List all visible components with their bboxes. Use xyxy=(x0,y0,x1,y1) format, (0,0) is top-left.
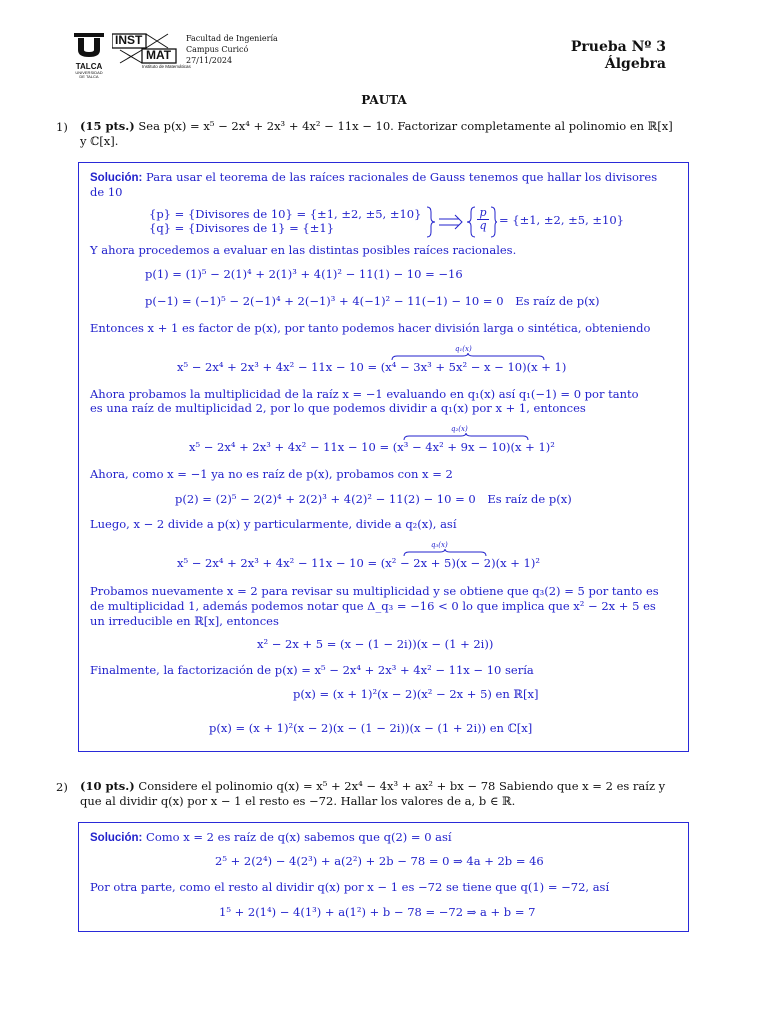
test-title: Prueba Nº 3 xyxy=(570,39,666,55)
logo-uni-sub2: DE TALCA xyxy=(79,74,99,79)
q2-statement xyxy=(80,779,692,809)
final-complex: p(x) = (x + 1)²(x − 2)(x − (1 − 2i))(x − (1 + 2i)) en ℂ[x] xyxy=(209,721,533,735)
q1-solution-box xyxy=(78,162,689,752)
final-check-a: Probamos nuevamente x = 2 para revisar su multiplicidad y se obtiene que q₃(2) = 5 por tanto es xyxy=(90,584,659,598)
fact3-q: (x² − 2x + 5) xyxy=(380,556,456,570)
divisors-result: = {±1, ±2, ±5, ±10} xyxy=(499,213,624,227)
final-real: p(x) = (x + 1)²(x − 2)(x² − 2x + 5) en ℝ[x] xyxy=(293,687,539,701)
factor-intro: Entonces x + 1 es factor de p(x), por tanto podemos hacer división larga o sintética, obteniendo xyxy=(90,321,651,335)
q2-points: (10 pts.) xyxy=(80,779,135,793)
fact1-q: (x⁴ − 3x³ + 5x² − x − 10) xyxy=(380,360,527,374)
q2-sol-a: Como x = 2 es raíz de q(x) sabemos que q(2) = 0 así xyxy=(146,830,452,844)
q1-text-b: y ℂ[x]. xyxy=(80,134,119,148)
subject: Álgebra xyxy=(604,56,666,72)
q2-text-b: que al dividir q(x) por x − 1 el resto es −72. Hallar los valores de a, b ∈ ℝ. xyxy=(80,794,516,808)
mat-text: MAT xyxy=(146,48,172,62)
complex-factorization: x² − 2x + 5 = (x − (1 − 2i))(x − (1 + 2i)) xyxy=(257,637,494,651)
q1-statement xyxy=(80,119,692,149)
q2-solution-box xyxy=(78,822,689,932)
fact2-lhs: x⁵ − 2x⁴ + 2x³ + 4x² − 11x − 10 = xyxy=(189,440,390,454)
q1-sol-label: Solución: xyxy=(90,172,143,184)
q1-label: q₁(x) xyxy=(455,345,472,353)
q1-sol-intro-a: Para usar el teorema de las raíces racionales de Gauss tenemos que hallar los divisores xyxy=(146,170,658,184)
page-title: PAUTA xyxy=(361,93,407,107)
utalca-u-icon xyxy=(68,33,110,59)
faculty: Facultad de Ingeniería xyxy=(186,34,278,43)
q1-points: (15 pts.) xyxy=(80,119,135,133)
utalca-logo xyxy=(68,33,110,79)
mult-text-a: Ahora probamos la multiplicidad de la raíz x = −1 evaluando en q₁(x) así q₁(−1) = 0 por tanto xyxy=(90,387,639,401)
fact2-q: (x³ − 4x² + 9x − 10) xyxy=(392,440,511,454)
try2-text: Ahora, como x = −1 ya no es raíz de p(x), probamos con x = 2 xyxy=(90,467,453,481)
final-check-b: de multiplicidad 1, además podemos notar que Δ_q₃ = −16 < 0 lo que implica que x² − 2x + 5 es xyxy=(90,599,656,613)
campus: Campus Curicó xyxy=(186,45,249,54)
fact3-rest: (x − 2)(x + 1)² xyxy=(455,556,540,570)
logo-uni-sub1: UNIVERSIDAD xyxy=(75,70,103,75)
instmat-logo xyxy=(112,33,191,73)
logo-uni-name: TALCA xyxy=(75,62,103,71)
q2-eq-b: 1⁵ + 2(1⁴) − 4(1³) + a(1²) + b − 78 = −72 ⇒ a + b = 7 xyxy=(219,905,536,919)
eval-pm1-note: Es raíz de p(x) xyxy=(515,294,600,308)
fact1 xyxy=(177,360,566,374)
fact1-rest: (x + 1) xyxy=(526,360,567,374)
frac-pq-icon: p q xyxy=(477,207,489,232)
test-heading xyxy=(571,39,666,73)
fact3 xyxy=(177,556,540,570)
fact2-rest: (x + 1)² xyxy=(510,440,555,454)
q2-sol-label: Solución: xyxy=(90,832,143,844)
q2-label: q₂(x) xyxy=(451,425,468,433)
close-brace-icon xyxy=(489,206,497,238)
final-intro: Finalmente, la factorización de p(x) = x⁵ − 2x⁴ + 2x³ + 4x² − 11x − 10 sería xyxy=(90,663,534,677)
eval-pm1 xyxy=(145,294,600,308)
eval-pm1-eq: p(−1) = (−1)⁵ − 2(−1)⁴ + 2(−1)³ + 4(−1)² − 11(−1) − 10 = 0 xyxy=(145,294,504,308)
inst-text: INST xyxy=(115,33,143,47)
header-info xyxy=(186,33,278,66)
eval-intro: Y ahora procedemos a evaluar en las distintas posibles raíces racionales. xyxy=(90,243,517,257)
div2-text: Luego, x − 2 divide a p(x) y particularmente, divide a q₂(x), así xyxy=(90,517,457,531)
q3-label: q₃(x) xyxy=(431,541,448,549)
q2-text-a: Considere el polinomio q(x) = x⁵ + 2x⁴ − 4x³ + ax² + bx − 78 Sabiendo que x = 2 es raíz y xyxy=(138,779,666,793)
date: 27/11/2024 xyxy=(186,56,233,65)
q2-number: 2) xyxy=(56,780,68,794)
mult-text-b: es una raíz de multiplicidad 2, por lo que podemos dividir a q₁(x) por x + 1, entonces xyxy=(90,401,586,415)
final-check-c: un irreducible en ℝ[x], entonces xyxy=(90,614,279,628)
fact3-lhs: x⁵ − 2x⁴ + 2x³ + 4x² − 11x − 10 = xyxy=(177,556,378,570)
q1-text-a: Sea p(x) = x⁵ − 2x⁴ + 2x³ + 4x² − 11x − 10. Factorizar completamente al polinomio en ℝ[x] xyxy=(138,119,673,133)
eval-p1: p(1) = (1)⁵ − 2(1)⁴ + 2(1)³ + 4(1)² − 11(1) − 10 = −16 xyxy=(145,267,463,281)
q2-sol-b: Por otra parte, como el resto al dividir q(x) por x − 1 es −72 se tiene que q(1) = −72, así xyxy=(90,880,610,894)
eval-p2 xyxy=(175,492,572,506)
q2-eq-a: 2⁵ + 2(2⁴) − 4(2³) + a(2²) + 2b − 78 = 0 ⇒ 4a + 2b = 46 xyxy=(215,854,544,868)
inst-subtitle: Instituto de Matemáticas xyxy=(142,64,191,69)
q1-sol-intro-b: de 10 xyxy=(90,185,123,199)
eval-p2-eq: p(2) = (2)⁵ − 2(2)⁴ + 2(2)³ + 4(2)² − 11(2) − 10 = 0 xyxy=(175,492,476,506)
divisors-p: {p} = {Divisores de 10} = {±1, ±2, ±5, ±10} xyxy=(149,207,422,221)
divisors-q: {q} = {Divisores de 1} = {±1} xyxy=(149,221,335,235)
q1-number: 1) xyxy=(56,120,68,134)
eval-p2-note: Es raíz de p(x) xyxy=(487,492,572,506)
fact2 xyxy=(189,440,555,454)
fact1-lhs: x⁵ − 2x⁴ + 2x³ + 4x² − 11x − 10 = xyxy=(177,360,378,374)
